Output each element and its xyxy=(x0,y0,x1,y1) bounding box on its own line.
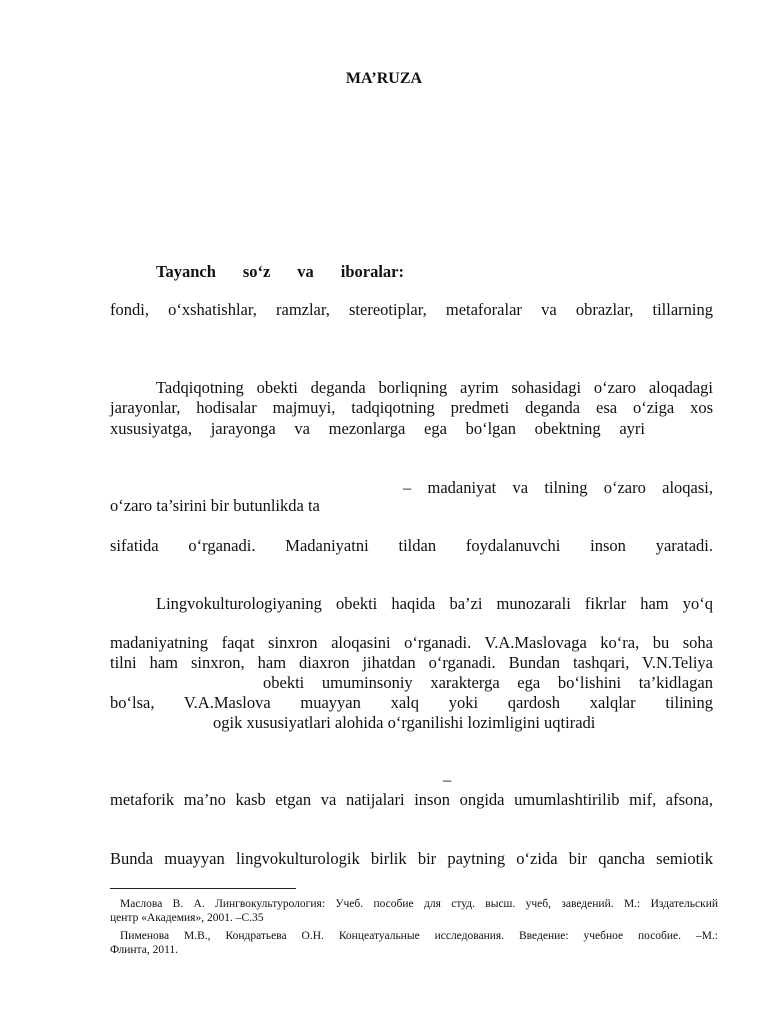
keywords-list: fondi, o‘xshatishlar, ramzlar, stereotiplar, metaforalar va obrazlar, tillarning xyxy=(110,300,713,319)
keywords-heading: Tayanch so‘z va iboralar: xyxy=(156,262,404,281)
paragraph3-line3: tilni ham sinxron, ham diaxron jihatdan o‘rganadi. Bundan tashqari, V.N.Teliya xyxy=(110,653,713,672)
paragraph3-line5: bo‘lsa, V.A.Maslova muayyan xalq yoki qardosh xalqlar tilining xyxy=(110,693,713,712)
footnote-separator xyxy=(110,888,296,889)
paragraph2-line2: o‘zaro ta’sirini bir butunlikda ta xyxy=(110,496,320,515)
paragraph1-line2: jarayonlar, hodisalar majmuyi, tadqiqotning predmeti deganda esa o‘ziga xos xyxy=(110,398,713,417)
paragraph4-dash: – xyxy=(443,770,452,789)
paragraph4-line1: metaforik ma’no kasb etgan va natijalari inson ongida umumlashtirilib mif, afsona, xyxy=(110,790,713,809)
footnote-1-line2: центр «Академия», 2001. –С.35 xyxy=(110,912,264,924)
paragraph3-line2: madaniyatning faqat sinxron aloqasini o‘rganadi. V.A.Maslovaga ko‘ra, bu soha xyxy=(110,633,713,652)
paragraph2-line1: – madaniyat va tilning o‘zaro aloqasi, xyxy=(403,478,713,497)
footnote-2-line1: Пименова М.В., Кондратьева О.Н. Концеатуальные исследования. Введение: учебное пособие. –М.: xyxy=(120,930,718,942)
page-title: MA’RUZA xyxy=(345,70,423,87)
paragraph2-line3: sifatida o‘rganadi. Madaniyatni tildan foydalanuvchi inson yaratadi. xyxy=(110,536,713,555)
footnote-2-line2: Флинта, 2011. xyxy=(110,944,179,956)
footnote-1-line1: Маслова В. А. Лингвокультурология: Учеб. пособие для студ. высш. учеб, заведений. М.: Издательский xyxy=(120,898,718,910)
paragraph1-line1: Tadqiqotning obekti deganda borliqning ayrim sohasidagi o‘zaro aloqadagi xyxy=(156,378,713,397)
paragraph3-line6: ogik xususiyatlari alohida o‘rganilishi lozimligini uqtiradi xyxy=(213,713,596,732)
paragraph1-line3: xususiyatga, jarayonga va mezonlarga ega bo‘lgan obektning ayri xyxy=(110,419,645,438)
paragraph3-line1: Lingvokulturologiyaning obekti haqida ba’zi munozarali fikrlar ham yo‘q xyxy=(156,594,713,613)
paragraph5-line1: Bunda muayyan lingvokulturologik birlik bir paytning o‘zida bir qancha semiotik xyxy=(110,849,713,868)
paragraph3-line4: obekti umuminsoniy xarakterga ega bo‘lishini ta’kidlagan xyxy=(263,673,713,692)
